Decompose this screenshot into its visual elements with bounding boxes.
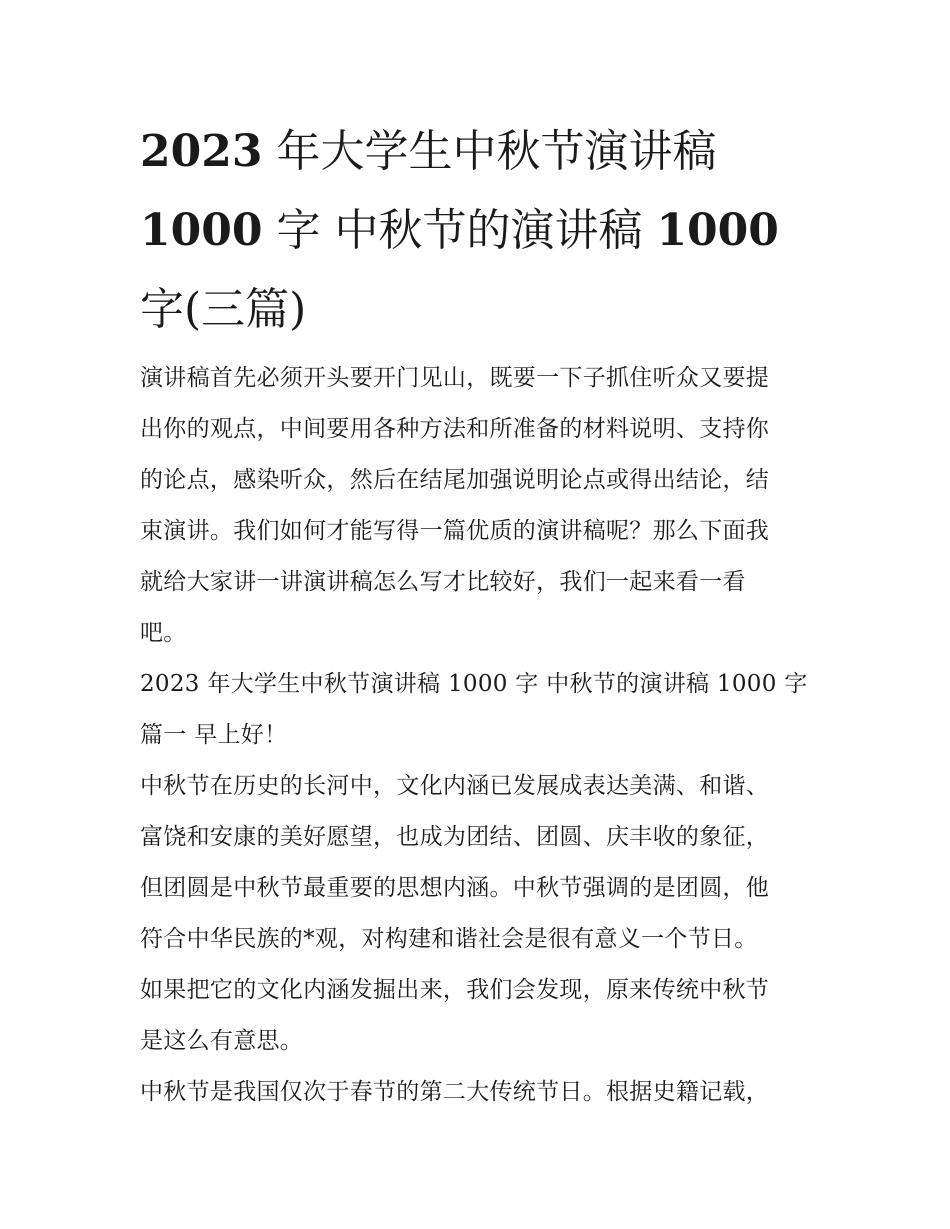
title-number: 2023 — [140, 126, 263, 177]
body-line: 中秋节是我国仅次于春节的第二大传统节日。根据史籍记载， — [140, 1079, 770, 1105]
body-line: 中秋节在历史的长河中，文化内涵已发展成表达美满、和谐、 — [140, 773, 770, 799]
title-text: 字 中秋节的演讲稿 — [262, 205, 657, 256]
body-line: 符合中华民族的*观，对构建和谐社会是很有意义一个节日。 — [140, 926, 758, 952]
body-line: 束演讲。我们如何才能写得一篇优质的演讲稿呢？那么下面我 — [140, 518, 770, 544]
document-title — [140, 112, 820, 349]
body-line: 出你的观点，中间要用各种方法和所准备的材料说明、支持你 — [140, 416, 770, 442]
title-text: 年大学生中秋节演讲稿 — [262, 126, 717, 177]
body-line: 但团圆是中秋节最重要的思想内涵。中秋节强调的是团圆，他 — [140, 875, 770, 901]
section-heading-line: 2023 年大学生中秋节演讲稿 1000 字 中秋节的演讲稿 1000 字 — [140, 671, 808, 697]
body-line: 吧。 — [140, 620, 187, 646]
section-heading-line: 篇一 早上好！ — [140, 722, 288, 748]
body-line: 的论点，感染听众，然后在结尾加强说明论点或得出结论，结 — [140, 467, 770, 493]
title-number: 1000 — [656, 205, 779, 256]
body-line: 就给大家讲一讲演讲稿怎么写才比较好，我们一起来看一看 — [140, 569, 746, 595]
title-text: 字(三篇) — [140, 284, 307, 335]
document-body — [140, 353, 820, 1118]
title-number: 1000 — [140, 205, 263, 256]
body-line: 如果把它的文化内涵发掘出来，我们会发现，原来传统中秋节 — [140, 977, 770, 1003]
title-line-1 — [140, 112, 820, 191]
title-line-2 — [140, 191, 820, 270]
body-line: 富饶和安康的美好愿望，也成为团结、团圆、庆丰收的象征， — [140, 824, 770, 850]
body-line: 演讲稿首先必须开头要开门见山，既要一下子抓住听众又要提 — [140, 365, 770, 391]
title-line-3 — [140, 270, 820, 349]
body-line: 是这么有意思。 — [140, 1028, 304, 1054]
